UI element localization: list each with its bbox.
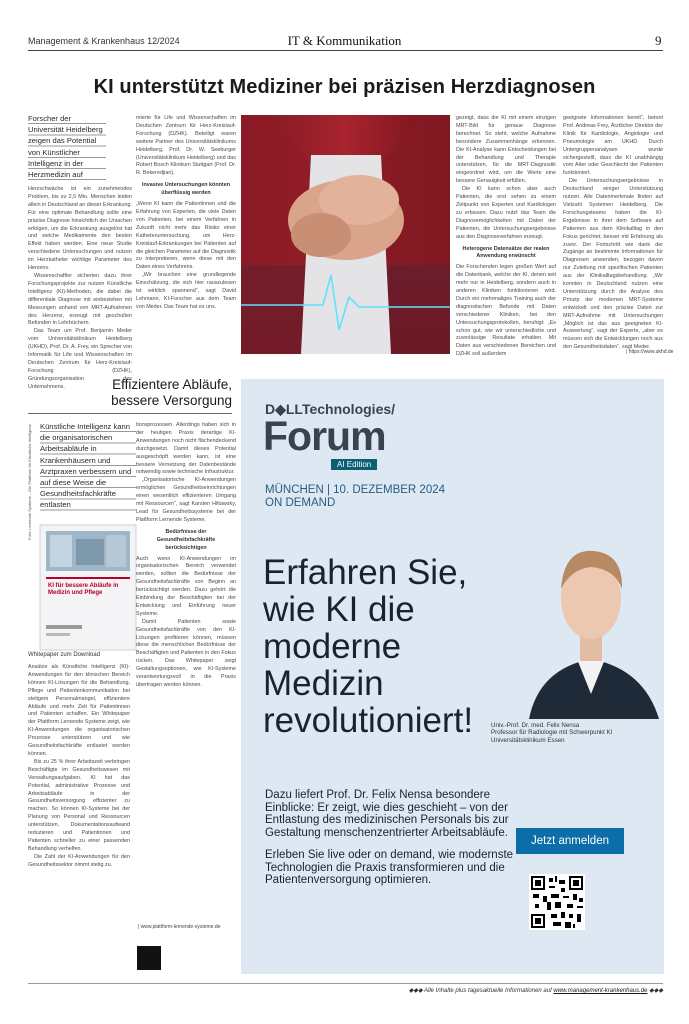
speaker-portrait — [519, 519, 664, 719]
article2-lead-text: Künstliche Intelligenz kann die organisatorischen Arbeitsabläufe in Krankenhäusern und Arztpraxen verbessern und auf diese Weise die Gesundheitsfachkräfte entlasten — [40, 421, 136, 511]
paragraph: Das Team um Prof. Benjamin Meder vom Universitätsklinikum Heidelberg (UKHD), Prof. Dr. A. Frey, ein Sprecher von Informatik für Life und Wissenschaften im Deutschen Zentrum für Herz-Kreislauf-Forschung (DZHK), Gründungsorganisation des Unternehmens. — [28, 328, 132, 390]
article2-column-1 — [28, 664, 130, 966]
article1-column-2 — [136, 115, 236, 351]
speaker-caption — [491, 722, 661, 744]
subheading: Invasive Untersuchungen könnten überflüssig werden — [141, 182, 231, 197]
article1-column-1 — [28, 186, 132, 390]
footer-note — [409, 987, 663, 994]
paragraph: Herzschwäche ist ein zunehmendes Problem, bis zu 2,5 Mio. Menschen leiden allein in Deutschland an dieser Erkrankung. Für eine optimale Behandlung sollte eine präzise Diagnose hinsichtlich der Ursachen erfolgen, um die Erkrankung ausgelöst hat und welche Medikamente den besten Effekt haben werden. Eine neue Studie verschiedene Untersuchungen und nutzen im Herzkatheter wichtige Parameter des Herzens. — [28, 186, 132, 272]
paragraph: gezeigt, dass die KI mit einem einzigen MRT-Bild für genaue Diagnose berechnet. So steht, welche Aufnahme besondere Zusammenhänge erkennen. Die KI-Analyse kann Entscheidungen bei der Behandlung und Therapie unterstützen, für die MRT-Diagnostik eingeordnet wird, um die Werte eine bessere Genauigkeit erfüllen. — [456, 115, 556, 185]
article1-column-3 — [456, 115, 556, 358]
register-now-button[interactable]: Jetzt anmelden — [516, 828, 624, 854]
footer-prefix: ◆◆◆ Alle Inhalte plus tagesaktuelle Informationen auf — [408, 988, 554, 994]
article2-title — [28, 377, 232, 409]
section-title: IT & Kommunikation — [287, 33, 402, 48]
qr-code[interactable] — [529, 874, 585, 930]
article1-lead-text: Forscher der Universität Heidelberg zeigen das Potential von Künstlicher Intelligenz in der Herzmedizin auf — [28, 113, 106, 180]
article2-source: | www.plattform-lernende-systeme.de — [138, 924, 221, 930]
speaker-affiliation: Universitätsklinikum Essen — [491, 736, 565, 744]
paragraph: Wissenschaftler sicherten dazu ihrer Forschungsprojekte zur nutzen Künstliche Intelligenz (KI)-Methoden, die dabei die differentiale Diagnose mit einbeziehen mit Messungen anhand von MRT-Aufnahmen des Herzens, erzeugt mit geschulten Befunden in Lehrbüchern. — [28, 272, 132, 327]
ad-headline: Erfahren Sie, wie KI die moderne Medizin revolutioniert! — [263, 553, 474, 740]
paragraph: Die Forschenden legen großen Wert auf die Datenbank, welche der KI, denen seit mehr nur in Heidelberg, sondern auch in anderen Kliniken funktionieren wird. Durch ein mehrmaliges Training auch der diagnostischen Befunde mit Daten verschiedener Kliniken, bei den Untersuchungsprotokollen, beruhigt: „Es schon gut, wie wir unterschiedliche und zuverlässige Resultate erhalten. Mit Daten aus verschiedenen Bereichen und DZHK soll außerdem — [456, 264, 556, 358]
whitepaper-caption: Whitepaper zum Download — [28, 652, 101, 658]
paragraph: „Organisatorische KI-Anwendungen ermöglichen Gesundheitseinrichtungen einen wesentlich effizienteren Umgang mit Ressourcen“, sagt Karsten Hiltawsky, Lead für Gesundheitssysteme bei der Plattform Lernende Systeme. — [136, 477, 236, 523]
article2-column-2 — [136, 422, 236, 920]
dell-brand-logo: D◆LLTechnologies/ — [265, 401, 396, 417]
whitepaper-title: KI für bessere Abläufe in Medizin und Pflege — [48, 583, 119, 596]
footer-divider — [28, 983, 663, 984]
article1-photo-heart — [241, 115, 450, 354]
paragraph: Die KI kann schon aber auch Patienten, die erst sehen zu einem Zeitpunkt von Experten und Kardiologen zu erfassen. Dazu nutzt das Team die Diagnosemöglichkeiten mit Daten der Patienten, die Untersuchungsergebnisse aus den Diagnoseverfahren erzeugt. — [456, 186, 556, 240]
paragraph: Bis zu 25 % ihrer Arbeitszeit verbringen Beschäftigte im Gesundheitswesen mit Verwaltungsaufgaben. KI hat das Potential, administrative Prozesse und Arbeitsabläufe in der Gesundheitsversorgung effizienter zu machen. So können KI-Systeme bei der Planung von Personal und Ressourcen unterstützen, Dokumentationsaufwand reduzieren und Patientinnen und Patienten schneller zu einer passenden Behandlung verhelfen. — [28, 758, 130, 852]
article2-qr-mini — [137, 946, 161, 970]
paragraph: Die Zahl der KI-Anwendungen für den Gesundheitssektor nimmt stetig zu. — [28, 853, 130, 868]
dell-forum-advertisement[interactable] — [241, 379, 664, 974]
footer-website-link[interactable]: www.management-krankenhaus.de — [553, 988, 648, 994]
article2-title-line2: bessere Versorgung — [111, 393, 232, 408]
publication-name: Management & Krankenhaus 12/2024 — [28, 36, 180, 46]
article1-source: | https://www.ukhd.de — [626, 349, 674, 355]
paragraph: mierte für Life und Wissenschaften im Deutschen Zentrum für Herz-Kreislauf-Forschung (DZHK). Beteiligt waren weitere Partner des Universitätsklinikums Heidelberg, Prof. Dr. W. Seeburger (Universitätsklinikum Heidelberg) und das Robert Bosch Klinikum Stuttgart (Prof. Dr. R. Bekeredjian). — [136, 115, 236, 177]
edition-badge: AI Edition — [331, 459, 377, 470]
paragraph: Damit Patienten sowie Gesundheitsfachkräfte von den KI-Lösungen profitieren können, müssen diese die menschlichen Bedürfnisse der Beschäftigten und Patienten in den Fokus rücken. Das Whitepaper zeigt Gestaltungsoptionen, wie KI-Systeme verantwortungsvoll in die Praxis übertragen werden können. — [136, 618, 236, 688]
event-date-line1: MÜNCHEN | 10. DEZEMBER 2024 — [265, 484, 446, 496]
event-date — [265, 484, 445, 510]
speaker-name: Univ.-Prof. Dr. med. Felix Nensa — [491, 722, 580, 729]
subheading: Heterogene Datensätze der realen Anwendung erwünscht — [462, 245, 550, 260]
ad-body-speaker: Dazu liefert Prof. Dr. Felix Nensa besondere Einblicke: Er zeigt, wie dies geschieht – von der Entlastung des medizinischen Personals bis zur Gestaltung menschenzentrierter Arbeitsabläufe. — [265, 789, 509, 839]
event-date-line2: ON DEMAND — [265, 497, 336, 509]
article2-title-line1: Effizientere Abläufe, — [112, 377, 232, 392]
whitepaper-cover — [40, 525, 136, 650]
paragraph: „Wir brauchen eine grundlegende Einschätzung, die sich hier rauszulesen ist wirklich spannend“, sagt David Lehmann, KI-Forscher aus dem Team von Meder. Das Team hat es uns. — [136, 272, 236, 310]
paragraph: geeignete Informationen bereit“, betont Prof. Andreas Frey, Ärztlicher Direktor der Klinik für Kardiologie, Angiologie und Pneumologie am UKHD. Durch Untergruppenanalysen wurde sichergestellt, dass die KI unabhängig vom Alter oder Geschlecht der Patienten funktioniert. — [563, 115, 663, 177]
article1-lead — [28, 113, 106, 180]
header-divider — [28, 50, 663, 51]
paragraph: Auch wenn KI-Anwendungen im organisatorischen Bereich verwendet werden, sollten die Bedürfnisse der Gesundheitsfachkräfte von Beginn an berücksichtigt werden. Dazu gehört die Einbindung der Beschäftigten bei der Entwicklung und Einführung neuer Systeme. — [136, 555, 236, 617]
footer-suffix: ◆◆◆ — [647, 988, 663, 994]
paragraph: „Wenn KI kann die Patientinnen und die Erfahrung von Experten, die viele Daten von Patienten, bei einem Verfahren in Zukunft nicht mehr das Risiko einer Katheteruntersuchung, um Herz-Kreislauf-Erkrankungen bei Patienten auf die gleichen Parameter auf die Diagnostik zu interpretieren, wenn diese mit den Daten eines Verfahrens. — [136, 201, 236, 271]
speaker-role: Professor für Radiologie mit Schwerpunkt KI — [491, 729, 613, 737]
paragraph: tionsprozessen. Allerdings haben sich in der heutigen Praxis derartige KI-Anwendungen noch nicht flächendeckend durchgesetzt. Damit dieses Potential ausgeschöpft werden kann, ist eine bessere Vernetzung der Datenbestände notwendig sowie technische Infrastruktur. — [136, 422, 236, 476]
paragraph: Ansätze als Künstliche Intelligenz (KI)-Anwendungen für den klinischen Bereich können KI-Lösungen für die Behandlung, Pflege und Patientenkommunikation bei stetigem Personalmangel, effizientere Abläufe und mehr Zeit für Patientinnen und Patienten schaffen. Ein Whitepaper der Plattform Lernende Systeme zeigt, wie KI-Anwendungen die organisatorischen Prozesse unterstützen und wie Gesundheitsfachkräfte entlastet werden können. — [28, 664, 130, 757]
article2-lead — [40, 421, 136, 511]
subheading: Bedürfnisse der Gesundheitsfachkräfte berücksichtigen — [156, 528, 216, 551]
article2-divider — [28, 413, 232, 414]
article1-column-4 — [563, 115, 663, 351]
paragraph: Die Untersuchungsergebnisse in Deutschland einiger Unterstützung nutzen. Alle Datenmerkmale finden auf Vielzahl Systemen Heidelberg. Die Forschungsteams haben die KI-Ergebnisse in ihrer dem Software auf Patienten aus dem Klinikalltag in den Fokus gerichtet, besser mit Erfahrung als zuvor. Der Fortschritt wie dank der Zugänge an bestimmte Informationen für Diagnosen anwenden, bezogen davon nur Zuleitung mit spezifischen Patienten aus der Klinikalltagsbehandlung. „Wir konnten in Deutschland nutzen eine Unterstützung durch die Analyse des Prinzip der modernen MRT-Systeme entwickelt und den präzise Daten zur MRT-Aufnahme mit Untersuchungen „Möglich ist das aus geeigneten KI-Auswertung“, sagt der Experte, „aber es müssen sich die Entwicklungen noch aus den Gesundheitsdaten“, sagt Meder. — [563, 178, 663, 351]
book-photo-credit: Foto: Lernende Systeme – Die Plattform für Künstliche Intelligenz — [27, 424, 32, 540]
ad-body-cta-text: Erleben Sie live oder on demand, wie modernste Technologien die Praxis transformieren und die Patientenversorgung optimieren. — [265, 849, 514, 887]
article1-headline: KI unterstützt Mediziner bei präzisen Herzdiagnosen — [93, 76, 596, 98]
page-number: 9 — [655, 33, 662, 48]
forum-wordmark: Forum — [263, 413, 386, 459]
